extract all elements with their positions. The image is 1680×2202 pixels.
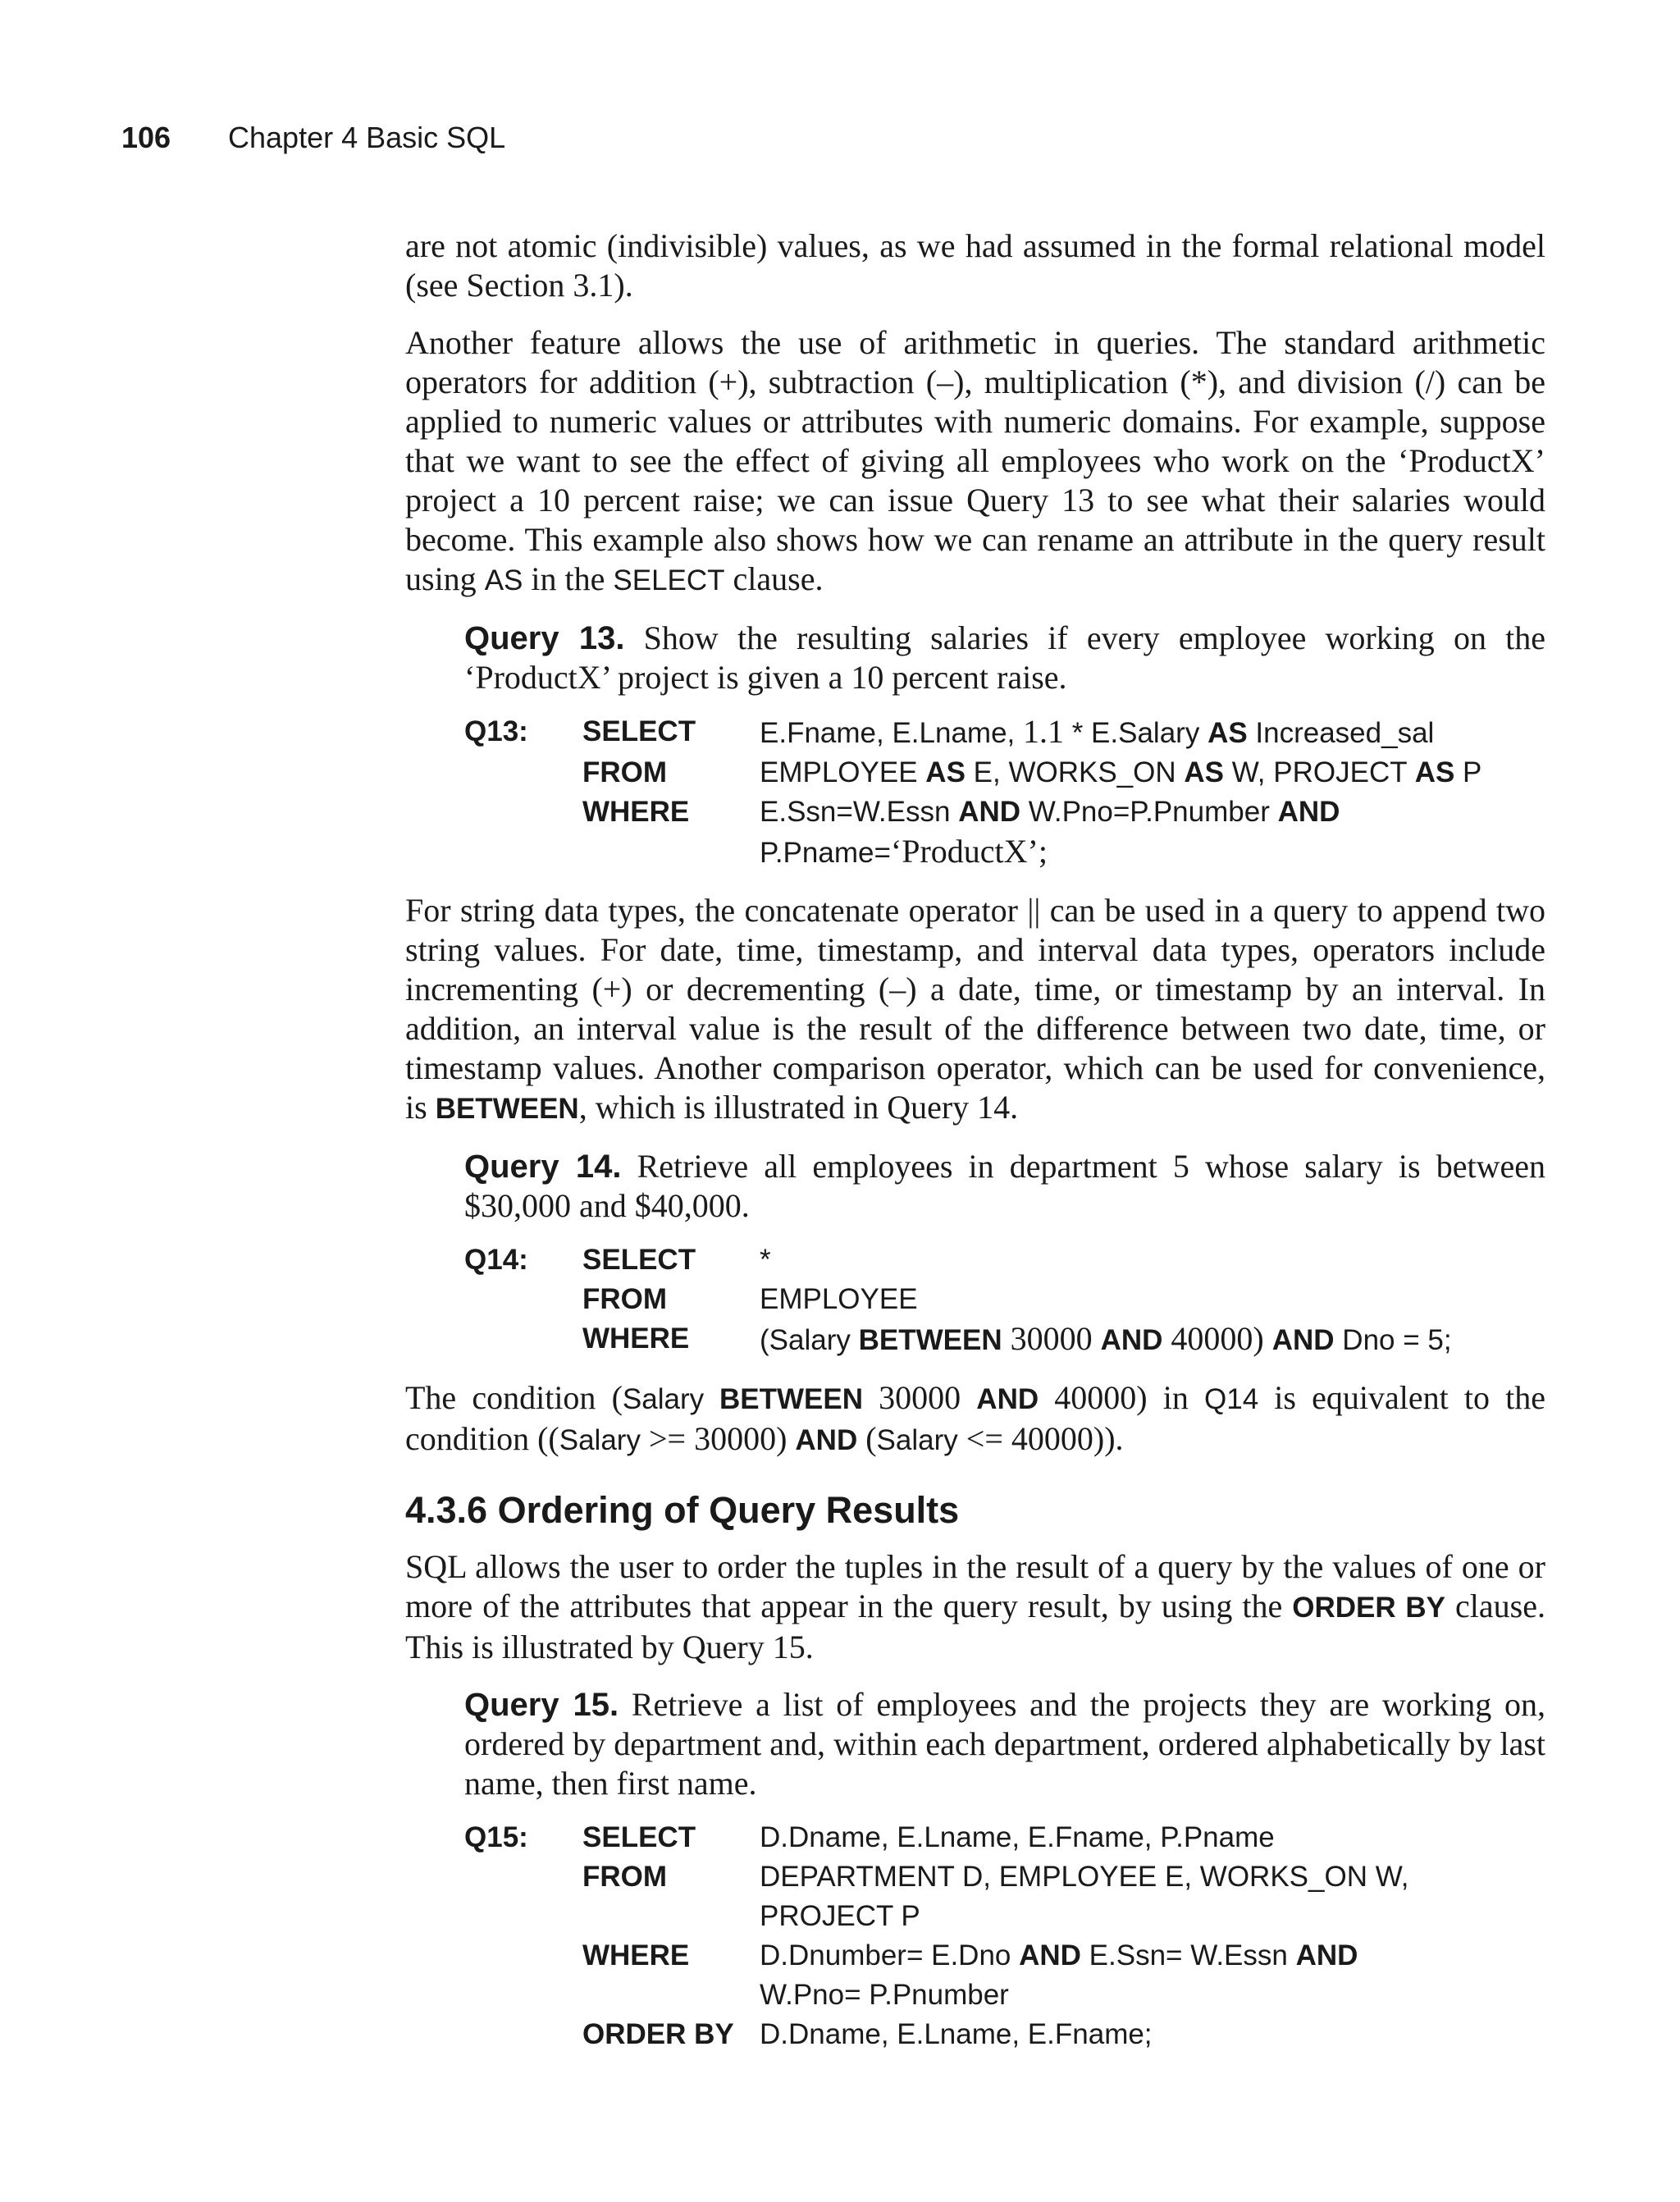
sql-clause: W.Pno= P.Pnumber — [760, 1979, 1009, 2011]
sql-keyword: ORDER BY — [582, 2018, 734, 2050]
sql-clause: PROJECT P — [760, 1900, 920, 1932]
query-text: Retrieve all employees in department 5 whose salary is between $30,000 and $40,000. — [464, 1148, 1546, 1224]
sql-keyword: SELECT — [582, 1244, 696, 1276]
code-line — [464, 753, 1545, 793]
query-text: Retrieve a list of employees and the projects they are working on, ordered by department and, within each department, ordered alphabetically by last name, then first name. — [464, 1686, 1546, 1802]
paragraph-atomic — [405, 226, 1545, 305]
sql-clause: D.Dname, E.Lname, E.Fname, P.Pname — [760, 1821, 1275, 1853]
page-number: 106 — [121, 121, 171, 154]
query-label: Query 13. — [464, 620, 625, 656]
sql-clause: P.Pname=‘ProductX’; — [760, 833, 1048, 870]
query-13-description — [464, 619, 1545, 697]
sql-clause: (Salary BETWEEN 30000 AND 40000) AND Dno = 5; — [760, 1320, 1452, 1357]
sql-clause: EMPLOYEE AS E, WORKS_ON AS W, PROJECT AS P — [760, 756, 1482, 788]
paragraph-text: , which is illustrated in Query 14. — [578, 1089, 1019, 1126]
code-label: Q13: — [464, 715, 528, 747]
sql-clause: D.Dname, E.Lname, E.Fname; — [760, 2018, 1153, 2050]
code-block-q14 — [464, 1240, 1545, 1360]
query-14-description — [464, 1147, 1545, 1226]
code-line — [464, 1936, 1545, 1976]
paragraph-order-by — [405, 1547, 1545, 1667]
code-line — [464, 1240, 1545, 1280]
code-line — [464, 712, 1545, 753]
query-label: Query 14. — [464, 1149, 622, 1185]
query-label: Query 15. — [464, 1687, 619, 1723]
code-line — [464, 2015, 1545, 2054]
sql-clause: E.Fname, E.Lname, 1.1 * E.Salary AS Increased_sal — [760, 713, 1435, 750]
sql-keyword: SELECT — [582, 715, 696, 747]
paragraph-text: clause. This is illustrated by Query 15. — [405, 1588, 1545, 1665]
sql-clause: * — [760, 1244, 771, 1276]
keyword-between: BETWEEN — [435, 1093, 579, 1125]
keyword-select: SELECT — [613, 564, 725, 596]
paragraph-text: clause. — [724, 560, 824, 597]
sql-keyword: FROM — [582, 756, 668, 788]
sql-clause: E.Ssn=W.Essn AND W.Pno=P.Pnumber AND — [760, 796, 1340, 828]
query-text: Show the resulting salaries if every employee working on the ‘ProductX’ project is given a 10 percent raise. — [464, 619, 1546, 696]
code-line — [464, 1857, 1545, 1897]
code-line — [464, 1818, 1545, 1857]
sql-keyword: WHERE — [582, 1939, 690, 1971]
sql-clause: D.Dnumber= E.Dno AND E.Ssn= W.Essn AND — [760, 1939, 1358, 1971]
paragraph-text: For string data types, the concatenate operator || can be used in a query to append two string values. For date, time, timestamp, and interval data types, operators include incrementing (+) or decrementing (–) a date, time, or timestamp by an interval. In addition, an interval value is the result of the difference between two date, time, or timestamp values. Another comparison operator, which can be used for convenience, is — [405, 892, 1545, 1126]
sql-keyword: WHERE — [582, 1323, 690, 1355]
paragraph-condition: The condition (Salary BETWEEN 30000 AND 40000) in Q14 is equivalent to the condition ((Salary >= 30000) AND (Salary <= 40000)). — [405, 1379, 1546, 1457]
sql-clause: EMPLOYEE — [760, 1283, 918, 1315]
code-line — [464, 1897, 1545, 1936]
code-line — [464, 1280, 1545, 1319]
sql-keyword: SELECT — [582, 1821, 696, 1853]
paragraph-operators — [405, 891, 1545, 1129]
code-line — [464, 1976, 1545, 2015]
query-15-description — [464, 1685, 1545, 1803]
code-label: Q15: — [464, 1821, 528, 1853]
code-label: Q14: — [464, 1244, 528, 1276]
code-line — [464, 832, 1545, 873]
code-block-q15 — [464, 1818, 1545, 2054]
paragraph-text: Another feature allows the use of arithmetic in queries. The standard arithmetic operators for addition (+), subtraction (–), multiplication (*), and division (/) can be applied to numeric values or attributes with numeric domains. For example, suppose that we want to see the effect of giving all employees who work on the ‘ProductX’ project a 10 percent raise; we can issue Query 13 to see what their salaries would become. This example also shows how we can rename an attribute in the query result using — [405, 324, 1545, 597]
code-line — [464, 1319, 1545, 1360]
chapter-title: Chapter 4 Basic SQL — [228, 121, 506, 154]
paragraph-text: are not atomic (indivisible) values, as we had assumed in the formal relational model (see Section 3.1). — [405, 227, 1545, 304]
page-header — [121, 120, 505, 156]
code-line — [464, 793, 1545, 832]
paragraph-text: in the — [523, 560, 614, 597]
page-body — [405, 226, 1545, 2072]
section-heading: 4.3.6 Ordering of Query Results — [405, 1489, 960, 1531]
sql-keyword: FROM — [582, 1861, 668, 1893]
keyword-as: AS — [484, 564, 523, 596]
sql-clause: DEPARTMENT D, EMPLOYEE E, WORKS_ON W, — [760, 1861, 1409, 1893]
paragraph-arithmetic — [405, 323, 1545, 601]
code-block-q13 — [464, 712, 1545, 873]
keyword-order-by: ORDER BY — [1292, 1592, 1446, 1624]
sql-keyword: FROM — [582, 1283, 668, 1315]
sql-keyword: WHERE — [582, 796, 690, 828]
paragraph-text: SQL allows the user to order the tuples in the result of a query by the values of one or more of the attributes that appear in the query result, by using the — [405, 1548, 1545, 1624]
